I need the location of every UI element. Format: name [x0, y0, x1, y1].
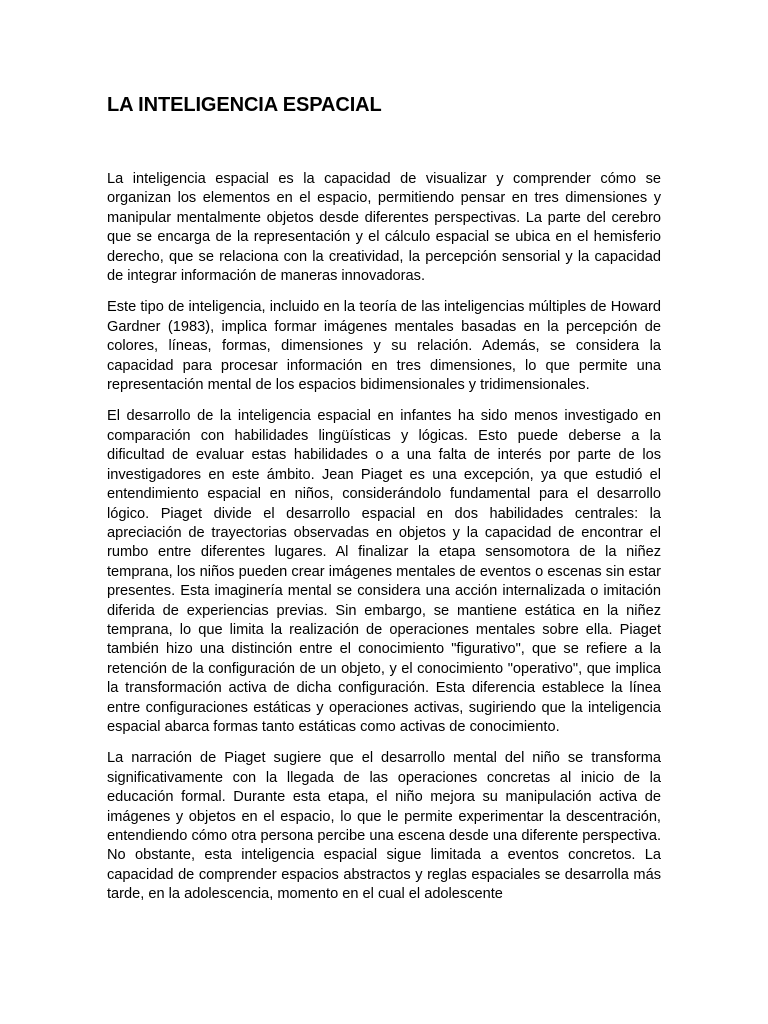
paragraph: El desarrollo de la inteligencia espacial en infantes ha sido menos investigado en comparación con habilidades lingüísticas y lógicas. Esto puede deberse a la dificultad de evaluar estas habilidades o a una falta de interés por parte de los investigadores en este ámbito. Jean Piaget es una excepción, ya que estudió el entendimiento espacial en niños, considerándolo fundamental para el desarrollo lógico. Piaget divide el desarrollo espacial en dos habilidades centrales: la apreciación de trayectorias observadas en objetos y la capacidad de encontrar el rumbo entre diferentes lugares. Al finalizar la etapa sensomotora de la niñez temprana, los niños pueden crear imágenes mentales de eventos o escenas sin estar presentes. Esta imaginería mental se considera una acción internalizada o imitación diferida de experiencias previas. Sin embargo, se mantiene estática en la niñez temprana, lo que limita la realización de operaciones mentales sobre ella. Piaget también hizo una distinción entre el conocimiento "figurativo", que se refiere a la retención de la configuración de un objeto, y el conocimiento "operativo", que implica la transformación activa de dicha configuración. Esta diferencia establece la línea entre configuraciones estáticas y operaciones activas, sugiriendo que la inteligencia espacial abarca formas tanto estáticas como activas de conocimiento.: [107, 408, 661, 735]
paragraph: La inteligencia espacial es la capacidad de visualizar y comprender cómo se organizan los elementos en el espacio, permitiendo pensar en tres dimensiones y manipular mentalmente objetos desde diferentes perspectivas. La parte del cerebro que se encarga de la representación y el cálculo espacial se ubica en el hemisferio derecho, que se relaciona con la creatividad, la percepción sensorial y la capacidad de integrar información de maneras innovadoras.: [107, 171, 661, 285]
paragraph: Este tipo de inteligencia, incluido en la teoría de las inteligencias múltiples de Howard Gardner (1983), implica formar imágenes mentales basadas en la percepción de colores, líneas, formas, dimensiones y su relación. Además, se considera la capacidad para procesar información en tres dimensiones, lo que permite una representación mental de los espacios bidimensionales y tridimensionales.: [107, 299, 661, 394]
document-title: LA INTELIGENCIA ESPACIAL: [107, 94, 382, 116]
paragraph: La narración de Piaget sugiere que el desarrollo mental del niño se transforma significativamente con la llegada de las operaciones concretas al inicio de la educación formal. Durante esta etapa, el niño mejora su manipulación activa de imágenes y objetos en el espacio, lo que le permite experimentar la descentración, entendiendo cómo otra persona percibe una escena desde una diferente perspectiva. No obstante, esta inteligencia espacial sigue limitada a eventos concretos. La capacidad de comprender espacios abstractos y reglas espaciales se desarrolla más tarde, en la adolescencia, momento en el cual el adolescente: [107, 750, 661, 903]
document-body: [107, 170, 661, 917]
